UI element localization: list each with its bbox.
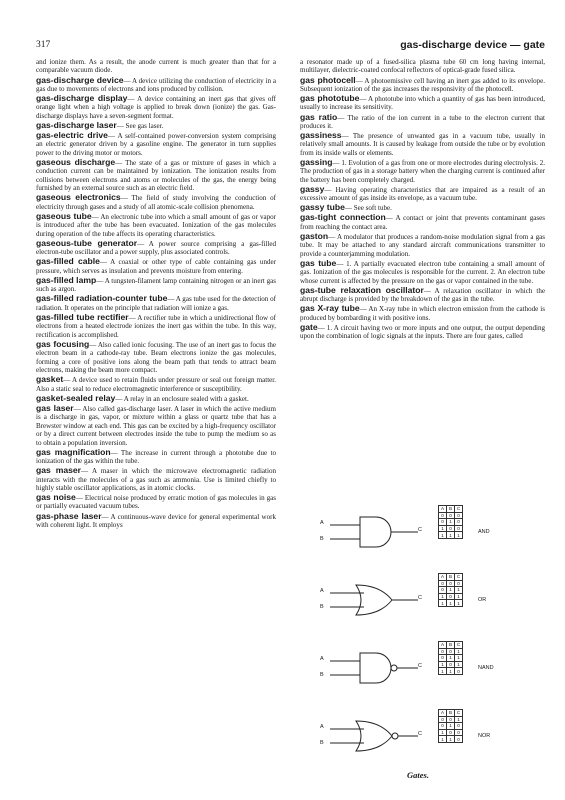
truth-table-cell: C xyxy=(455,574,463,581)
entry-term: gas laser xyxy=(36,402,74,413)
truth-table-cell: 0 xyxy=(439,648,447,655)
dictionary-entry xyxy=(36,212,276,238)
entry-term: gas-filled cable xyxy=(36,256,100,267)
truth-table xyxy=(438,505,463,539)
entry-definition: — A tungsten-filament lamp containing nitrogen or an inert gas such as argon. xyxy=(36,276,276,294)
truth-table-cell: 1 xyxy=(447,668,455,675)
entry-definition: — A phototube into which a quantity of gas has been introduced, usually to increase its sensitivity. xyxy=(300,95,545,112)
truth-table-cell: 1 xyxy=(447,587,455,594)
truth-table-cell: 0 xyxy=(447,716,455,723)
output-c-label: C xyxy=(418,663,422,669)
truth-table-cell: 0 xyxy=(439,723,447,730)
entry-term: gas phototube xyxy=(300,93,360,103)
truth-table-cell: 0 xyxy=(455,580,463,587)
truth-table-row xyxy=(439,661,463,668)
truth-table-cell: 0 xyxy=(447,729,455,736)
dictionary-entry xyxy=(36,294,276,312)
entry-term: gas-filled lamp xyxy=(36,274,97,285)
gates-figure xyxy=(300,505,545,785)
input-b-label: B xyxy=(320,672,324,678)
truth-table-row xyxy=(439,587,463,594)
truth-table-header xyxy=(439,642,463,649)
dictionary-entry xyxy=(300,131,545,157)
truth-table-cell: 1 xyxy=(455,600,463,607)
truth-table-cell: 1 xyxy=(439,532,447,539)
truth-table-cell: 1 xyxy=(439,525,447,532)
truth-table-cell: 1 xyxy=(447,532,455,539)
truth-table-cell: 1 xyxy=(439,593,447,600)
truth-table-cell: 0 xyxy=(447,525,455,532)
truth-table-row xyxy=(439,723,463,730)
entry-definition: — See gas laser. xyxy=(116,121,164,130)
gate-nand xyxy=(300,641,545,699)
input-a-label: A xyxy=(320,520,324,526)
truth-table-cell: C xyxy=(455,506,463,513)
output-c-label: C xyxy=(418,731,422,737)
truth-table-row xyxy=(439,648,463,655)
entry-definition: — A gas tube used for the detection of radiation. It operates on the principle that radiation will ionize a gas. xyxy=(36,295,276,312)
entry-term: gaseous-tube generator xyxy=(36,237,138,248)
dictionary-entry xyxy=(300,286,545,304)
entry-definition: — 1. A partially evacuated electron tube containing a small amount of gas. Ionization of the gas molecules is responsible for the current. 2. An electron tube whose current is affected by the pressure on the gas or vapor contained in the tube. xyxy=(300,259,545,285)
dictionary-entry xyxy=(36,158,276,193)
truth-table-cell: B xyxy=(447,574,455,581)
dictionary-entry xyxy=(36,257,276,275)
entry-definition: — A continuous-wave device for general experimental work with coherent light. It employs xyxy=(36,512,277,529)
truth-table-cell: A xyxy=(439,506,447,513)
entry-definition: — 1. A circuit having two or more inputs and one output, the output depending upon the combination of logic signals at the inputs. There are four gates, called xyxy=(300,323,545,341)
truth-table-cell: 1 xyxy=(447,736,455,743)
truth-table-cell: C xyxy=(455,642,463,649)
input-b-label: B xyxy=(320,604,324,610)
output-c-label: C xyxy=(418,527,422,533)
gate-nor xyxy=(300,709,545,767)
truth-table-cell: 1 xyxy=(447,723,455,730)
truth-table xyxy=(438,709,463,743)
entry-definition: — A rectifier tube in which a unidirectional flow of electrons from a heated electrode ionizes the inert gas within the tube. In this way, rectification is accomplished. xyxy=(36,313,276,339)
dictionary-entry xyxy=(300,185,545,203)
entry-definition: — The field of study involving the conduction of electricity through gases and a study of all atomic-scale collision phenomena. xyxy=(36,194,276,211)
entry-definition: — A device utilizing the conduction of electricity in a gas due to movements of electrons and ions produced by collision. xyxy=(36,76,276,93)
truth-table-row xyxy=(439,580,463,587)
truth-table-row xyxy=(439,736,463,743)
truth-table-row xyxy=(439,668,463,675)
dictionary-entry xyxy=(300,213,545,231)
dictionary-entry xyxy=(36,313,276,339)
dictionary-entry xyxy=(36,340,276,375)
gate-name: OR xyxy=(478,597,487,603)
entry-term: gasket-sealed relay xyxy=(36,392,116,403)
entry-definition: — Also called ionic focusing. The use of an inert gas to focus the electron beam in a cathode-ray tube. Beam electrons ionize the gas molecules, forming a core of positive ions along the beam path that tends to attract beam electrons, making the beam more compact. xyxy=(36,340,276,375)
entry-term: gassy xyxy=(300,183,325,194)
gate-and xyxy=(300,505,545,563)
entry-definition: — A maser in which the microwave electromagnetic radiation interacts with the molecules of a gas such as ammonia. Use is limited chiefly to highly stable oscillator applications, as in atomic clocks. xyxy=(36,467,276,492)
truth-table-cell: 0 xyxy=(455,525,463,532)
entry-definition: — An electronic tube into which a small amount of gas or vapor is introduced after the tube has been evacuated. Ionization of the gas molecules during operation of the tube affects its operating characteristics. xyxy=(36,212,276,238)
entry-definition: — A photoemissive cell having an inert gas added to its envelope. Subsequent ionization of the gas increases the responsivity of the photocell. xyxy=(300,76,546,93)
entry-term: gas maser xyxy=(36,465,82,476)
truth-table-cell: 1 xyxy=(439,729,447,736)
truth-table-row xyxy=(439,532,463,539)
truth-table-cell: A xyxy=(439,574,447,581)
gate-name: AND xyxy=(478,529,490,535)
truth-table-cell: 1 xyxy=(439,600,447,607)
output-c-label: C xyxy=(418,595,422,601)
truth-table-cell: 1 xyxy=(455,532,463,539)
entry-definition: — A contact or joint that prevents contaminant gases from reaching the contact area. xyxy=(300,214,545,231)
truth-table-cell: A xyxy=(439,642,447,649)
entry-term: gas-tight connection xyxy=(300,212,386,223)
entry-term: gaseous electronics xyxy=(36,192,121,203)
truth-table-row xyxy=(439,600,463,607)
truth-table-cell: 1 xyxy=(455,587,463,594)
figure-caption: Gates. xyxy=(407,770,429,780)
truth-table-cell: 0 xyxy=(455,668,463,675)
truth-table-cell: 0 xyxy=(439,580,447,587)
dictionary-entry xyxy=(300,323,545,341)
entry-term: gas focusing xyxy=(36,338,90,349)
truth-table-cell: B xyxy=(447,710,455,717)
entry-term: gas-discharge laser xyxy=(36,119,117,130)
entry-definition: — See soft tube. xyxy=(344,204,392,213)
truth-table-cell: 0 xyxy=(455,736,463,743)
entry-definition: a resonator made up of a fused-silica plasma tube 60 cm long having internal, multilayer, dielectric-coated confocal reflectors of optical-grade fused silica. xyxy=(300,58,545,75)
truth-table xyxy=(438,573,463,607)
truth-table-row xyxy=(439,729,463,736)
input-a-label: A xyxy=(320,656,324,662)
input-b-label: B xyxy=(320,740,324,746)
dictionary-entry xyxy=(36,375,276,393)
dictionary-entry xyxy=(36,76,276,94)
truth-table-row xyxy=(439,525,463,532)
dictionary-entry xyxy=(36,131,276,157)
entry-term: gas-discharge device xyxy=(36,74,124,85)
entry-term: gas-phase laser xyxy=(36,510,102,521)
entry-definition: — The presence of unwanted gas in a vacuum tube, usually in relatively small amounts. It is caused by leakage from outside the tube or by evolution from its inside walls or elements. xyxy=(300,132,545,157)
entry-definition: — A modulator that produces a random-noise modulation signal from a gas tube. It may be attached to any standard aircraft communications transmitter to provide a counterjamming modulation. xyxy=(300,232,545,258)
entry-definition: — An X-ray tube in which electron emission from the cathode is produced by bombarding it with positive ions. xyxy=(300,305,545,322)
dictionary-entry xyxy=(300,259,545,285)
truth-table-cell: 1 xyxy=(439,736,447,743)
dictionary-entry xyxy=(300,304,545,322)
entry-term: gas-discharge display xyxy=(36,93,128,103)
truth-table-cell: 0 xyxy=(447,580,455,587)
entry-definition: and ionize them. As a result, the anode current is much greater than that for a comparable vacuum diode. xyxy=(36,58,276,75)
entry-term: gaseous discharge xyxy=(36,156,116,167)
entry-definition: — The increase in current through a phototube due to ionization of the gas within the tube. xyxy=(36,448,276,466)
running-title: gas-discharge device — gate xyxy=(400,39,545,51)
entry-definition: — 1. Evolution of a gas from one or more electrodes during electrolysis. 2. The production of gas in a storage battery when the charging current is continued after the battery has been completely charged. xyxy=(300,158,545,184)
truth-table-cell: B xyxy=(447,642,455,649)
truth-table-cell: 1 xyxy=(455,655,463,662)
entry-term: gas-filled tube rectifier xyxy=(36,311,129,322)
truth-table-cell: A xyxy=(439,710,447,717)
dictionary-entry xyxy=(36,512,276,530)
truth-table-cell: 1 xyxy=(455,661,463,668)
truth-table-header xyxy=(439,506,463,513)
entry-term: gasket xyxy=(36,374,64,385)
truth-table-header xyxy=(439,710,463,717)
truth-table-cell: 1 xyxy=(447,655,455,662)
gate-name: NOR xyxy=(478,733,491,739)
entry-definition: — A power source comprising a gas-filled electron-tube oscillator and a power supply, plus associated controls. xyxy=(36,239,276,257)
entry-term: gaston xyxy=(300,230,329,241)
entry-term: gas noise xyxy=(36,492,76,503)
entry-term: gas tube xyxy=(300,257,337,268)
entry-definition: — Also called gas-discharge laser. A laser in which the active medium is a discharge in gas, vapor, or mixture within a glass or quartz tube that has a Brewster window at each end. This gas can be excited by a high-frequency oscillator or by a direct current between electrodes inside the tube to pump the medium so as to obtain a population inversion. xyxy=(36,404,276,447)
entry-definition: — A relay in an enclosure sealed with a gasket. xyxy=(115,394,249,403)
truth-table-cell: 0 xyxy=(447,648,455,655)
entry-definition: — A device containing an inert gas that gives off orange light when a high voltage is applied to break down (ionize) the gas. Gas-discharge displays have a seven-segment format. xyxy=(36,95,276,120)
truth-table-cell: 0 xyxy=(455,519,463,526)
entry-definition: — A device used to retain fluids under pressure or seal out foreign matter. Also a static seal to reduce electromagnetic interference or susceptibility. xyxy=(36,376,276,393)
truth-table-cell: 0 xyxy=(455,512,463,519)
truth-table-cell: 1 xyxy=(455,716,463,723)
entry-term: gas photocell xyxy=(300,74,356,85)
dictionary-entry xyxy=(36,58,276,75)
truth-table-cell: 0 xyxy=(447,512,455,519)
dictionary-entry xyxy=(300,76,545,94)
dictionary-entry xyxy=(36,276,276,294)
entry-term: gate xyxy=(300,321,318,332)
truth-table-row xyxy=(439,519,463,526)
entry-term: gas-electric drive xyxy=(36,130,108,140)
entry-definition: — The ratio of the ion current in a tube to the electron current that produces it. xyxy=(300,113,545,130)
dictionary-entry xyxy=(300,94,545,112)
entry-term: gassy tube xyxy=(300,202,345,213)
dictionary-entry xyxy=(300,58,545,75)
input-a-label: A xyxy=(320,724,324,730)
truth-table-cell: 0 xyxy=(439,655,447,662)
entry-term: gas magnification xyxy=(36,446,111,457)
page-number: 317 xyxy=(36,40,51,50)
entry-definition: — Electrical noise produced by erratic motion of gas molecules in gas or partially evacuated vacuum tubes. xyxy=(36,494,276,511)
entry-term: gas-tube relaxation oscillator xyxy=(300,284,424,295)
dictionary-entry xyxy=(36,404,276,447)
input-a-label: A xyxy=(320,588,324,594)
dictionary-entry xyxy=(300,113,545,131)
entry-term: gaseous tube xyxy=(36,210,92,221)
dictionary-entry xyxy=(36,94,276,120)
dictionary-entry xyxy=(300,232,545,258)
truth-table-cell: 0 xyxy=(439,512,447,519)
dictionary-entry xyxy=(36,466,276,492)
truth-table-cell: 0 xyxy=(439,519,447,526)
truth-table-cell: 1 xyxy=(455,648,463,655)
dictionary-entry xyxy=(36,448,276,466)
entry-definition: — A relaxation oscillator in which the abrupt discharge is provided by the breakdown of the gas in the tube. xyxy=(300,286,546,304)
truth-table-cell: B xyxy=(447,506,455,513)
entry-term: gas-filled radiation-counter tube xyxy=(36,293,168,304)
gate-name: NAND xyxy=(478,665,494,671)
entry-term: gassiness xyxy=(300,130,342,140)
dictionary-entry xyxy=(36,394,276,403)
truth-table-cell: 1 xyxy=(455,593,463,600)
and-gate-symbol xyxy=(330,507,420,557)
truth-table-cell: 1 xyxy=(439,661,447,668)
truth-table-row xyxy=(439,512,463,519)
nand-gate-symbol xyxy=(330,643,420,693)
truth-table-cell: 0 xyxy=(455,723,463,730)
entry-term: gas ratio xyxy=(300,111,338,122)
nor-gate-symbol xyxy=(330,711,420,761)
dictionary-entry xyxy=(36,239,276,257)
truth-table-row xyxy=(439,716,463,723)
entry-definition: — A coaxial or other type of cable containing gas under pressure, which serves as insulation and prevents moisture from entering. xyxy=(36,258,276,275)
or-gate-symbol xyxy=(330,575,420,625)
gate-or xyxy=(300,573,545,631)
dictionary-entry xyxy=(36,493,276,511)
truth-table-cell: 0 xyxy=(447,661,455,668)
truth-table-cell: 1 xyxy=(447,600,455,607)
right-column xyxy=(300,58,545,341)
truth-table-cell: 0 xyxy=(447,593,455,600)
left-column xyxy=(36,58,276,530)
truth-table xyxy=(438,641,463,675)
truth-table-cell: 0 xyxy=(455,729,463,736)
entry-definition: — The state of a gas or mixture of gases in which a conduction current can be maintained by ionization. The ionization results from collisions between electrons and atoms or molecules of the gas, the energy being furnished by an external source such as an electric field. xyxy=(36,158,276,193)
input-b-label: B xyxy=(320,536,324,542)
truth-table-cell: 1 xyxy=(439,668,447,675)
truth-table-cell: 0 xyxy=(439,716,447,723)
entry-definition: — A self-contained power-conversion system comprising an electric generator driven by a gasoline engine. The generator in turn supplies power to the driving motor or motors. xyxy=(36,132,276,157)
truth-table-cell: C xyxy=(455,710,463,717)
dictionary-entry xyxy=(36,121,276,130)
entry-term: gas X-ray tube xyxy=(300,303,360,314)
truth-table-header xyxy=(439,574,463,581)
truth-table-cell: 1 xyxy=(447,519,455,526)
dictionary-entry xyxy=(300,158,545,184)
dictionary-entry xyxy=(300,203,545,212)
truth-table-cell: 0 xyxy=(439,587,447,594)
entry-term: gassing xyxy=(300,156,333,167)
truth-table-row xyxy=(439,593,463,600)
dictionary-entry xyxy=(36,193,276,211)
truth-table-row xyxy=(439,655,463,662)
entry-definition: — Having operating characteristics that are impaired as a result of an excessive amount of gas inside its envelope, as a vacuum tube. xyxy=(300,185,545,203)
